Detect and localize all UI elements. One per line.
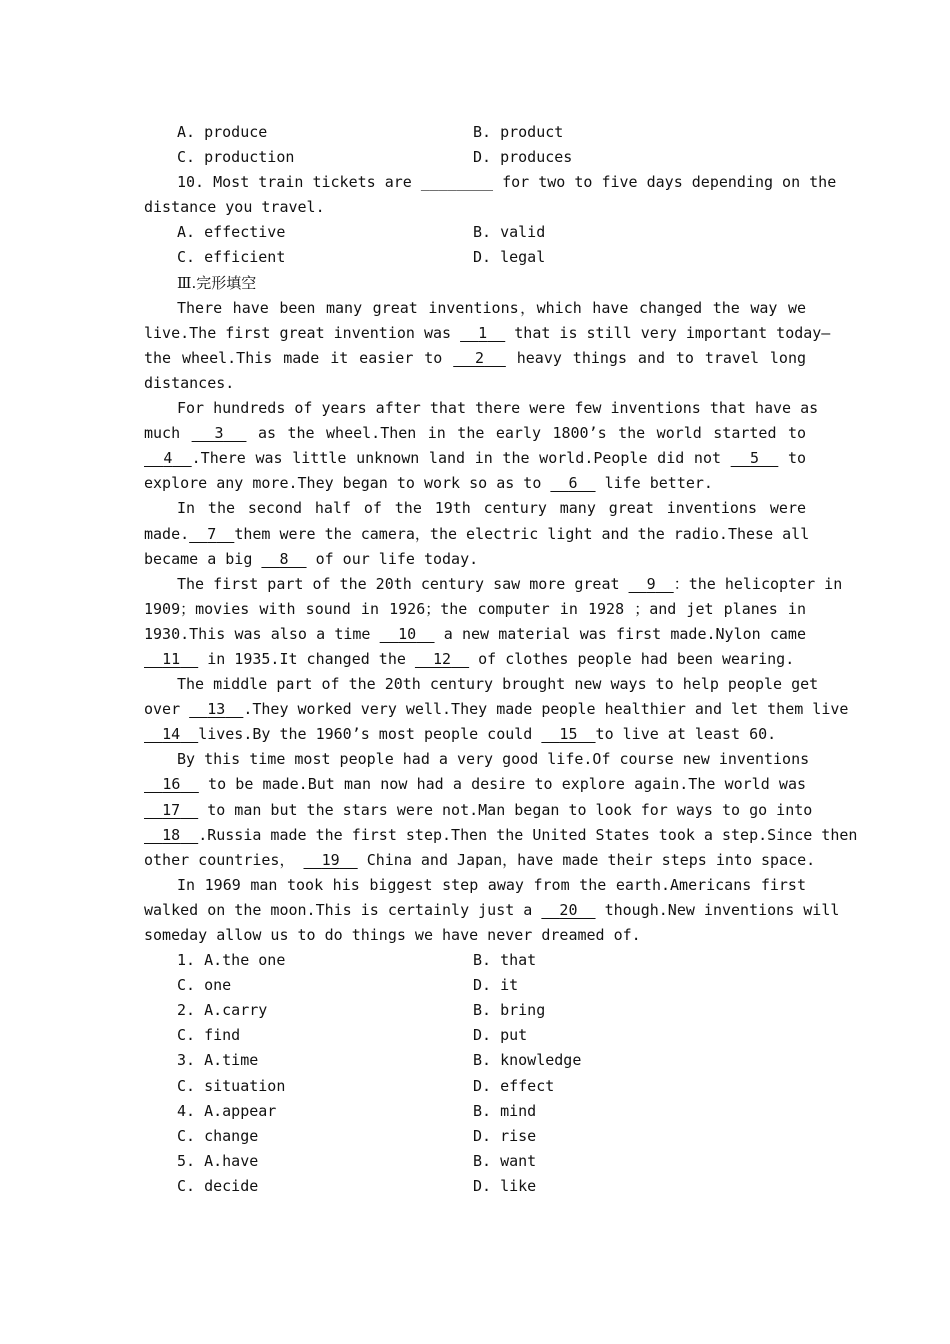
passage-line [144, 647, 806, 672]
passage-line: For hundreds of years after that there were few inventions that have as [177, 399, 819, 418]
option-left: A. effective [177, 223, 286, 242]
option-row [144, 1149, 806, 1174]
passage-line [144, 722, 806, 747]
option-row [144, 120, 806, 145]
passage-text: walked on the moon.This is certainly just a [144, 900, 533, 919]
cloze-blank: 10 [398, 624, 417, 643]
passage-line: In 1969 man took his biggest step away from the earth.Americans first [177, 875, 806, 894]
passage-line [144, 848, 816, 873]
cloze-blank: 7 [207, 524, 217, 543]
passage-text: to man but the stars were not.Man began to look for ways to go into [207, 800, 813, 819]
passage-line: In the second half of the 19th century many great inventions were [177, 499, 806, 518]
passage-text: became a big [144, 549, 253, 568]
passage-text: China and Japan，have made their steps into space. [366, 850, 816, 869]
passage-text: life better. [604, 474, 713, 493]
passage-text: to [787, 449, 807, 468]
passage-line [144, 471, 806, 496]
option-left: 2. A.carry [177, 1001, 268, 1020]
passage-line: distances. [144, 373, 235, 392]
option-left: 1. A.the one [177, 951, 286, 970]
option-right: B. bring [473, 1001, 546, 1020]
passage-line [144, 823, 858, 848]
passage-text: The first part of the 20th century saw more great [177, 574, 620, 593]
cloze-blank: 15 [559, 725, 578, 744]
option-row [144, 973, 806, 998]
passage-line [144, 421, 806, 446]
passage-text: of clothes people had been wearing. [478, 649, 795, 668]
passage-line [144, 522, 810, 547]
passage-text: of our life today. [315, 549, 479, 568]
passage-text: though.New inventions will [604, 900, 840, 919]
passage-text: ：the helicopter in [673, 574, 843, 593]
option-left: 3. A.time [177, 1051, 259, 1070]
passage-text: as the wheel.Then in the early 1800’s the world started to [257, 424, 807, 443]
option-row [144, 1174, 806, 1199]
cloze-blank: 18 [162, 825, 181, 844]
option-row [144, 1048, 806, 1073]
option-right: D. put [473, 1026, 528, 1045]
passage-text: a new material was first made.Nylon came [443, 624, 806, 643]
option-row [144, 998, 806, 1023]
passage-line [144, 798, 813, 823]
option-left: C. production [177, 148, 295, 167]
cloze-blank: 1 [478, 323, 488, 342]
option-row [144, 1124, 806, 1149]
option-left: C. find [177, 1026, 241, 1045]
passage-text: 1930.This was also a time [144, 624, 371, 643]
option-left: A. produce [177, 123, 268, 141]
cloze-blank: 12 [433, 649, 452, 668]
passage-text: to live at least 60. [595, 725, 777, 744]
cloze-blank: 20 [559, 900, 578, 919]
passage-line [144, 572, 843, 597]
cloze-blank: 19 [321, 850, 340, 869]
passage-text: the wheel.This made it easier to [144, 348, 443, 367]
passage-text: .There was little unknown land in the world.People did not [191, 449, 722, 468]
passage-text: other countries， [144, 850, 295, 869]
passage-text: live.The first great invention was [144, 323, 452, 342]
option-right: D. produces [473, 148, 573, 167]
option-row [144, 1023, 806, 1048]
option-right: D. legal [473, 248, 546, 267]
passage-line [144, 346, 806, 371]
option-right: B. that [473, 951, 537, 970]
question-10-text-cont: distance you travel. [144, 198, 325, 217]
option-row [144, 948, 806, 973]
passage-text: over [144, 700, 181, 719]
option-left: C. one [177, 976, 232, 995]
cloze-blank: 13 [207, 700, 226, 719]
cloze-blank: 14 [162, 725, 181, 744]
passage-line [144, 697, 849, 722]
option-right: D. it [473, 976, 519, 995]
passage-line [144, 446, 806, 471]
passage-text: much [144, 424, 181, 443]
passage-text: made. [144, 524, 190, 543]
option-left: C. situation [177, 1076, 286, 1095]
option-right: D. like [473, 1176, 537, 1195]
passage-text: in 1935.It changed the [207, 649, 406, 668]
passage-text: to be made.But man now had a desire to explore again.The world was [208, 775, 807, 794]
option-left: C. efficient [177, 248, 286, 267]
passage-line [144, 622, 806, 647]
passage-text: lives.By the 1960’s most people could [198, 725, 533, 744]
option-right: D. effect [473, 1076, 555, 1095]
passage-line [144, 772, 806, 797]
cloze-blank: 3 [214, 424, 224, 443]
option-left: C. decide [177, 1176, 259, 1195]
option-left: C. change [177, 1126, 259, 1145]
question-10-text: 10. Most train tickets are ________ for two to five days depending on the [177, 173, 837, 192]
passage-line: The middle part of the 20th century brought new ways to help people get [177, 675, 819, 694]
option-row [144, 1074, 806, 1099]
passage-line: 1909；movies with sound in 1926；the computer in 1928 ；and jet planes in [144, 599, 806, 618]
passage-text: them were the camera，the electric light and the radio.These all [234, 524, 810, 543]
cloze-blank: 9 [646, 574, 656, 593]
option-left: 5. A.have [177, 1151, 259, 1170]
passage-line: By this time most people had a very good life.Of course new inventions [177, 750, 810, 769]
option-right: B. want [473, 1151, 537, 1170]
cloze-blank: 16 [162, 775, 181, 794]
cloze-blank: 11 [162, 649, 181, 668]
option-row [144, 145, 806, 170]
passage-line: There have been many great inventions，which have changed the way we [177, 298, 806, 317]
cloze-blank: 4 [163, 449, 173, 468]
option-row [144, 220, 806, 245]
passage-text: .They worked very well.They made people healthier and let them live [243, 700, 849, 719]
cloze-blank: 8 [279, 549, 289, 568]
passage-line: someday allow us to do things we have never dreamed of. [144, 926, 641, 944]
cloze-blank: 2 [475, 348, 485, 367]
cloze-blank: 5 [749, 449, 760, 468]
passage-text: heavy things and to travel long [516, 348, 807, 367]
option-right: B. mind [473, 1101, 537, 1120]
exam-document [144, 120, 858, 1199]
cloze-blank: 17 [162, 800, 181, 819]
passage-text: that is still very important today— [514, 323, 831, 342]
cloze-blank: 6 [568, 474, 578, 493]
passage-line [144, 547, 806, 572]
section-heading: Ⅲ.完形填空 [177, 273, 257, 292]
option-right: B. product [473, 123, 564, 141]
option-right: D. rise [473, 1126, 537, 1145]
passage-text: .Russia made the first step.Then the United States took a step.Since then [198, 825, 858, 844]
option-row [144, 245, 806, 270]
option-left: 4. A.appear [177, 1101, 277, 1120]
passage-line [144, 898, 840, 923]
option-right: B. valid [473, 223, 546, 242]
option-row [144, 1099, 806, 1124]
option-right: B. knowledge [473, 1051, 582, 1070]
passage-line [144, 321, 831, 346]
passage-text: explore any more.They began to work so as to [144, 474, 542, 493]
